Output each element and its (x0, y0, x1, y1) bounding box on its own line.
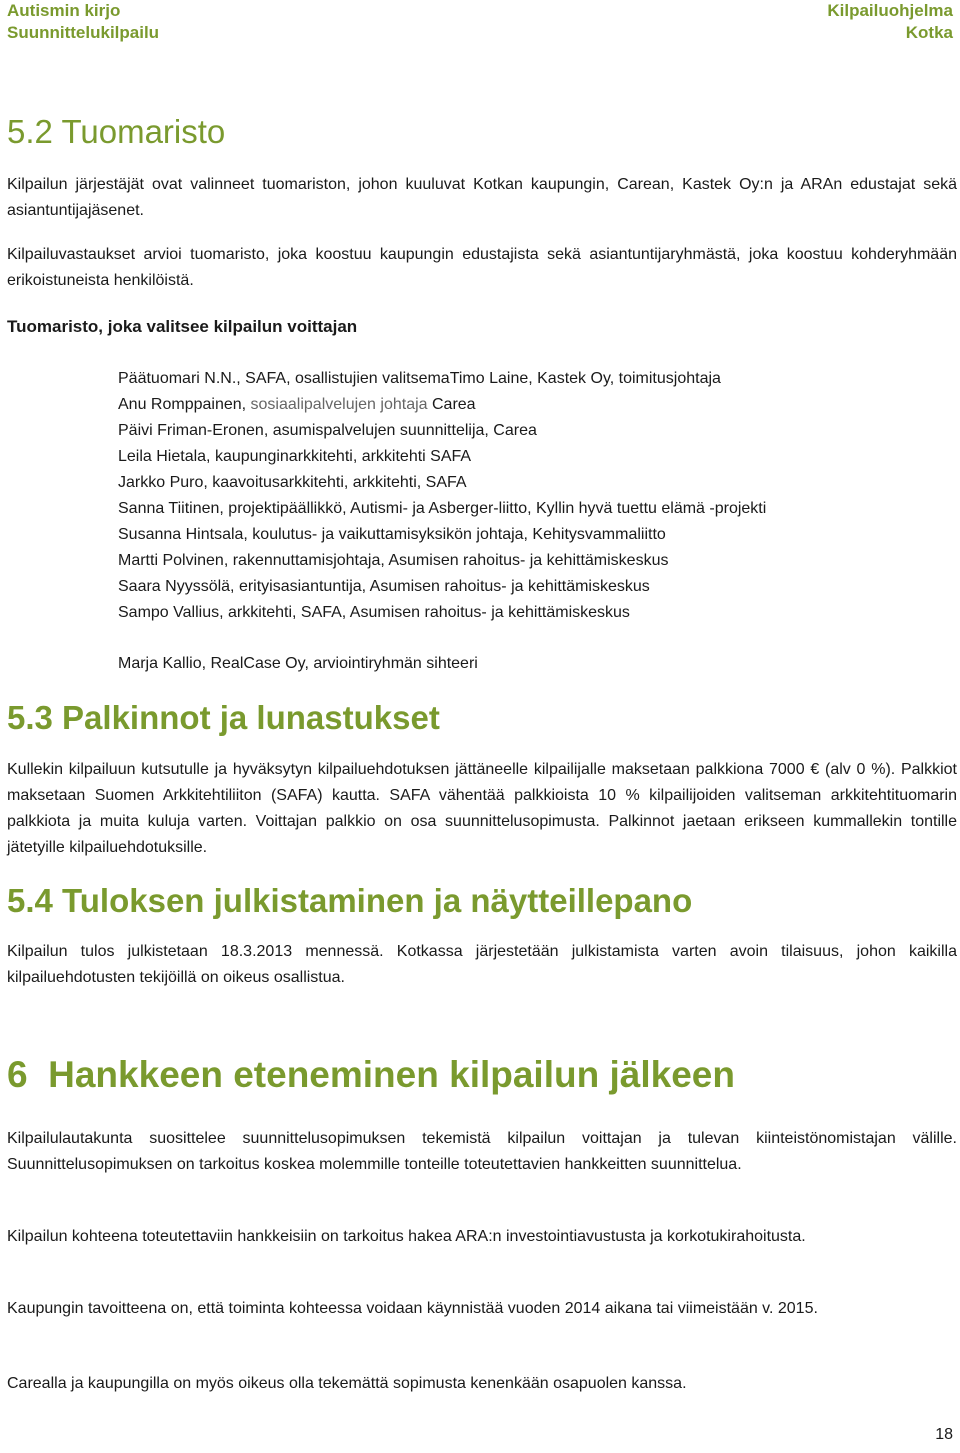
jury-member: Päätuomari N.N., SAFA, osallistujien valitsemaTimo Laine, Kastek Oy, toimitusjohtaja (118, 370, 721, 387)
section-5-4-paragraph: Kilpailun tulos julkistetaan 18.3.2013 mennessä. Kotkassa järjestetään julkistamista varten avoin tilaisuus, johon kaikilla kilpailuehdotusten tekijöillä on oikeus osallistua. (7, 943, 957, 986)
section-5-2-paragraph-2: Kilpailuvastaukset arvioi tuomaristo, joka koostuu kaupungin edustajista sekä asiantuntijaryhmästä, joka koostuu kohderyhmään erikoistuneista henkilöistä. (7, 246, 957, 289)
section-5-2-paragraph-1: Kilpailun järjestäjät ovat valinneet tuomariston, johon kuuluvat Kotkan kaupungin, Carean, Kastek Oy:n ja ARAn edustajat sekä asiantuntijajäsenet. (7, 176, 957, 219)
jury-member: Sampo Vallius, arkkitehti, SAFA, Asumisen rahoitus- ja kehittämiskeskus (118, 604, 630, 621)
page-number: 18 (935, 1426, 953, 1443)
jury-member: Jarkko Puro, kaavoitusarkkitehti, arkkitehti, SAFA (118, 474, 467, 491)
header-left (7, 0, 159, 44)
header-location: Kotka (905, 23, 953, 42)
jury-member: Päivi Friman-Eronen, asumispalvelujen suunnittelija, Carea (118, 422, 537, 439)
section-5-4-heading: 5.4 Tuloksen julkistaminen ja näytteillepano (7, 882, 693, 919)
jury-member: Saara Nyyssölä, erityisasiantuntija, Asumisen rahoitus- ja kehittämiskeskus (118, 578, 650, 595)
jury-member: Susanna Hintsala, koulutus- ja vaikuttamisyksikön johtaja, Kehitysvammaliitto (118, 526, 666, 543)
jury-subheading: Tuomaristo, joka valitsee kilpailun voittajan (7, 317, 358, 336)
section-6-paragraph-2: Kilpailun kohteena toteutettaviin hankkeisiin on tarkoitus hakea ARA:n investointiavustusta ja korkotukirahoitusta. (7, 1228, 806, 1245)
jury-member: Martti Polvinen, rakennuttamisjohtaja, Asumisen rahoitus- ja kehittämiskeskus (118, 552, 669, 569)
section-5-3-heading: 5.3 Palkinnot ja lunastukset (7, 699, 440, 736)
section-6-paragraph-1: Kilpailulautakunta suosittelee suunnittelusopimuksen tekemistä kilpailun voittajan ja tulevan kiinteistönomistajan välille. Suunnittelusopimuksen on tarkoitus koskea molemmille tonteille toteutettavien hankkeitten suunnittelua. (7, 1130, 957, 1173)
section-6-paragraph-3: Kaupungin tavoitteena on, että toiminta kohteessa voidaan käynnistää vuoden 2014 aikana tai viimeistään v. 2015. (7, 1300, 818, 1317)
jury-member: Leila Hietala, kaupunginarkkitehti, arkkitehti SAFA (118, 448, 472, 465)
section-5-3-paragraph: Kullekin kilpailuun kutsutulle ja hyväksytyn kilpailuehdotuksen jättäneelle kilpailijalle maksetaan palkkiona 7000 € (alv 0 %). Palkkiot maksetaan Suomen Arkkitehtiliiton (SAFA) kautta. SAFA vähentää palkkioista 10 % kilpailijoiden valitseman arkkitehtituomarin palkkiota ja muita kuluja varten. Voittajan palkkio on osa suunnittelusopimusta. Palkinnot jaetaan erikseen kummallekin tontille jätetyille kilpailuehdotuksille. (7, 761, 957, 856)
header-program-title: Kilpailuohjelma (827, 1, 953, 20)
jury-secretary: Marja Kallio, RealCase Oy, arviointiryhmän sihteeri (118, 655, 478, 672)
jury-member: Sanna Tiitinen, projektipäällikkö, Autismi- ja Asberger-liitto, Kyllin hyvä tuettu elämä -projekti (118, 500, 767, 517)
section-6-paragraph-4: Carealla ja kaupungilla on myös oikeus olla tekemättä sopimusta kenenkään osapuolen kanssa. (7, 1375, 687, 1392)
section-5-2-heading: 5.2 Tuomaristo (7, 113, 226, 150)
jury-list (118, 366, 766, 626)
section-6-heading: 6 Hankkeen eteneminen kilpailun jälkeen (7, 1054, 735, 1095)
jury-member: Anu Romppainen, sosiaalipalvelujen johtaja Carea (118, 396, 476, 413)
header-right (827, 0, 953, 44)
header-document-title: Autismin kirjo (7, 1, 121, 20)
header-document-subtitle: Suunnittelukilpailu (7, 23, 160, 42)
